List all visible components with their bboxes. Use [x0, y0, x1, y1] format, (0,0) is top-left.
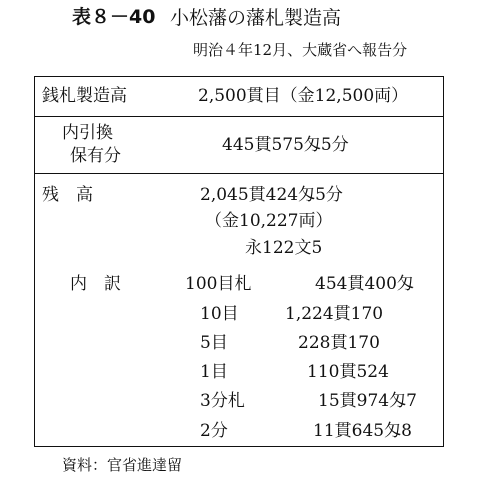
table-subtitle: 明治４年12月、大蔵省へ報告分 [193, 41, 408, 59]
amount: 110貫524 [307, 362, 389, 382]
amount: 11貫645匁8 [313, 421, 412, 441]
row-divider [34, 173, 444, 174]
balance-value: 2,045貫424匁5分 [200, 185, 343, 205]
table-right-border [443, 76, 444, 446]
table-title: 小松藩の藩札製造高 [170, 7, 342, 29]
denomination: 1目 [200, 362, 228, 382]
denomination: 2分 [200, 421, 228, 441]
table-left-border [34, 76, 35, 446]
exchange-value: 445貫575匁5分 [222, 135, 349, 155]
production-value: 2,500貫目（金12,500両） [198, 86, 409, 106]
table-number: 表８－40 [72, 6, 156, 28]
amount: 228貫170 [298, 333, 380, 353]
exchange-label-line1: 内引換 [62, 123, 113, 143]
denomination: 10目 [200, 304, 239, 324]
row-divider [34, 116, 444, 117]
balance-label: 残 高 [42, 185, 93, 205]
table-top-border [34, 76, 444, 77]
denomination: 3分札 [200, 391, 245, 411]
breakdown-label: 内 訳 [70, 274, 121, 294]
denomination: 5目 [200, 333, 228, 353]
amount: 15貫974匁7 [318, 391, 417, 411]
source-note: 資料：官省進達留 [62, 456, 183, 474]
balance-gold-value: （金10,227両） [205, 211, 333, 231]
production-label: 銭札製造高 [42, 86, 127, 106]
exchange-label-line2: 保有分 [70, 146, 121, 166]
table-bottom-border [34, 446, 444, 447]
balance-ei-value: 永122文5 [245, 238, 323, 258]
denomination: 100目札 [185, 274, 252, 294]
amount: 454貫400匁 [315, 274, 414, 294]
amount: 1,224貫170 [285, 304, 384, 324]
